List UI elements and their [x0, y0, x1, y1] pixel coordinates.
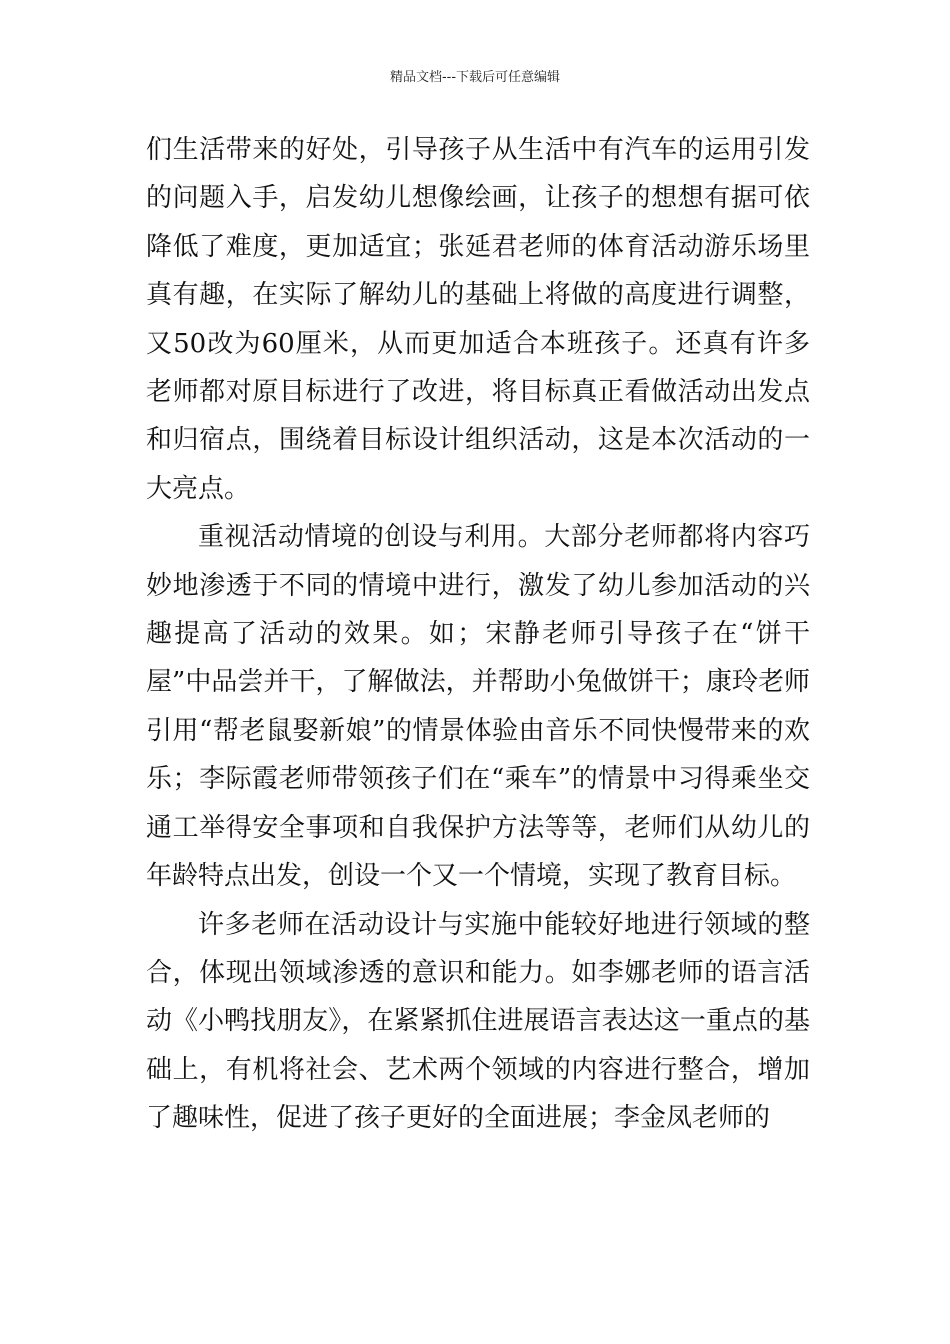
page-header: 精品文档---下载后可任意编辑	[389, 70, 561, 85]
paragraph-3: 许多老师在活动设计与实施中能较好地进行领域的整合，体现出领域渗透的意识和能力。如李娜老师的语言活动《小鸭找朋友》，在紧紧抓住进展语言表达这一重点的基础上，有机将社会、艺术两个领域的内容进行整合，增加了趣味性，促进了孩子更好的全面进展；李金凤老师的	[146, 909, 810, 1134]
paragraph-1: 们生活带来的好处，引导孩子从生活中有汽车的运用引发的问题入手，启发幼儿想像绘画，让孩子的想想有据可依降低了难度，更加适宜；张延君老师的体育活动游乐场里真有趣，在实际了解幼儿的基础上将做的高度进行调整，又50改为60厘米，从而更加适合本班孩子。还真有许多老师都对原目标进行了改进，将目标真正看做活动出发点和归宿点，围绕着目标设计组织活动，这是本次活动的一大亮点。	[146, 135, 810, 504]
document-body	[146, 126, 810, 1143]
paragraph-2: 重视活动情境的创设与利用。大部分老师都将内容巧妙地渗透于不同的情境中进行，激发了幼儿参加活动的兴趣提高了活动的效果。如；宋静老师引导孩子在“饼干屋”中品尝并干，了解做法，并帮助小兔做饼干；康玲老师引用“帮老鼠娶新娘”的情景体验由音乐不同快慢带来的欢乐；李际霞老师带领孩子们在“乘车”的情景中习得乘坐交通工举得安全事项和自我保护方法等等，老师们从幼儿的年龄特点出发，创设一个又一个情境，实现了教育目标。	[146, 522, 810, 892]
